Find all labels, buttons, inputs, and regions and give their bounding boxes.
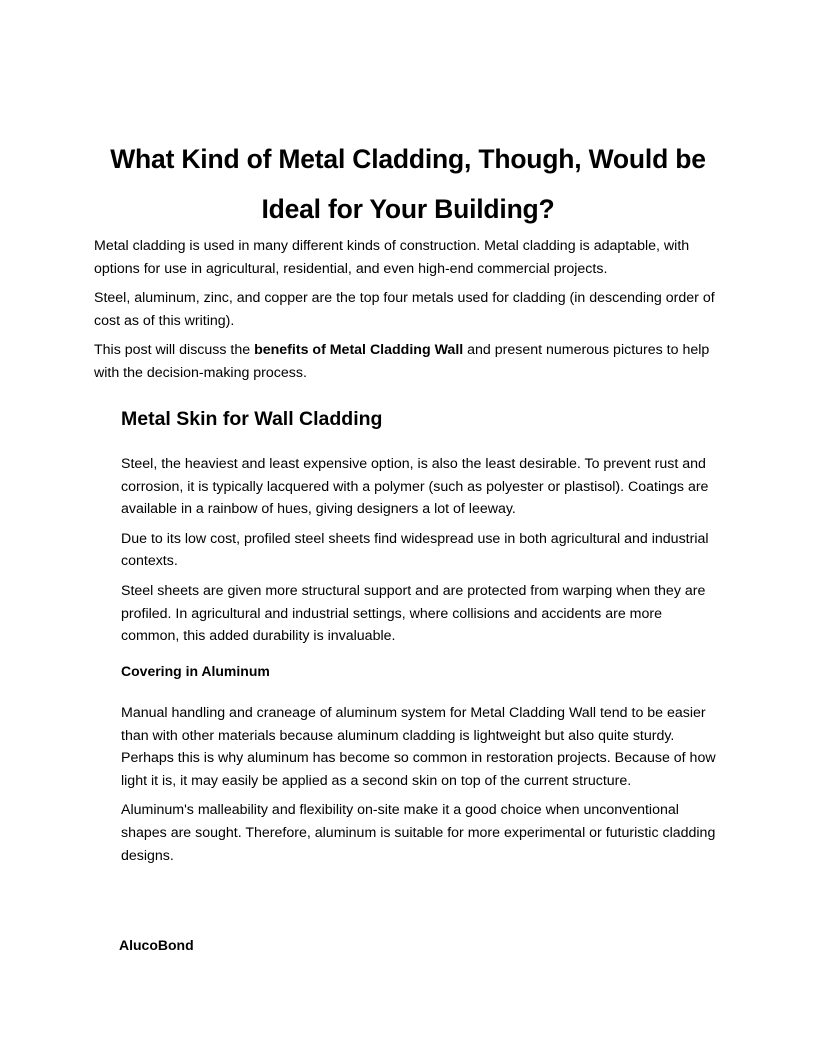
intro-paragraph-3-text-start: This post will discuss the <box>94 342 255 359</box>
aluminum-paragraph-2: Aluminum's malleability and flexibility on-site make it a good choice when unconventional shapes are sought. Therefore, aluminum is suitable for more experimental or futuristic cladding designs. <box>121 802 716 864</box>
intro-section <box>94 235 724 392</box>
steel-paragraph-2: Due to its low cost, profiled steel sheets find widespread use in both agricultural and industrial contexts. <box>121 530 709 570</box>
intro-paragraph-2: Steel, aluminum, zinc, and copper are the top four metals used for cladding (in descending order of cost as of this writing). <box>94 290 715 329</box>
aluminum-paragraph-1: Manual handling and craneage of aluminum system for Metal Cladding Wall tend to be easier than with other materials because aluminum cladding is lightweight but also quite sturdy. Perhaps this is why aluminum has become so common in restoration projects. Because of how light it is, it may easily be applied as a second skin on top of the current structure. <box>121 705 716 789</box>
section-body-aluminum <box>121 702 721 874</box>
section-heading-alucobond: AlucoBond <box>119 937 194 953</box>
document-title: What Kind of Metal Cladding, Though, Would be Ideal for Your Building? <box>110 144 706 224</box>
steel-paragraph-1: Steel, the heaviest and least expensive option, is also the least desirable. To prevent rust and corrosion, it is typically lacquered with a polymer (such as polyester or plastisol). Coatings are available in a rainbow of hues, giving designers a lot of leeway. <box>121 456 709 518</box>
intro-paragraph-1: Metal cladding is used in many different kinds of construction. Metal cladding is adaptable, with options for use in agricultural, residential, and even high-end commercial projects. <box>94 238 690 277</box>
section-heading-metal-skin: Metal Skin for Wall Cladding <box>121 408 383 430</box>
intro-paragraph-3-text-end: and present numerous pictures to help with the decision-making process. <box>94 342 710 381</box>
intro-paragraph-3 <box>94 339 724 384</box>
intro-paragraph-3-bold-phrase: benefits of Metal Cladding Wall <box>254 342 464 359</box>
section-body-metal-skin <box>121 453 721 655</box>
section-heading-aluminum: Covering in Aluminum <box>121 663 270 679</box>
steel-paragraph-3: Steel sheets are given more structural support and are protected from warping when they are profiled. In agricultural and industrial settings, where collisions and accidents are more common, this added durability is invaluable. <box>121 582 706 645</box>
